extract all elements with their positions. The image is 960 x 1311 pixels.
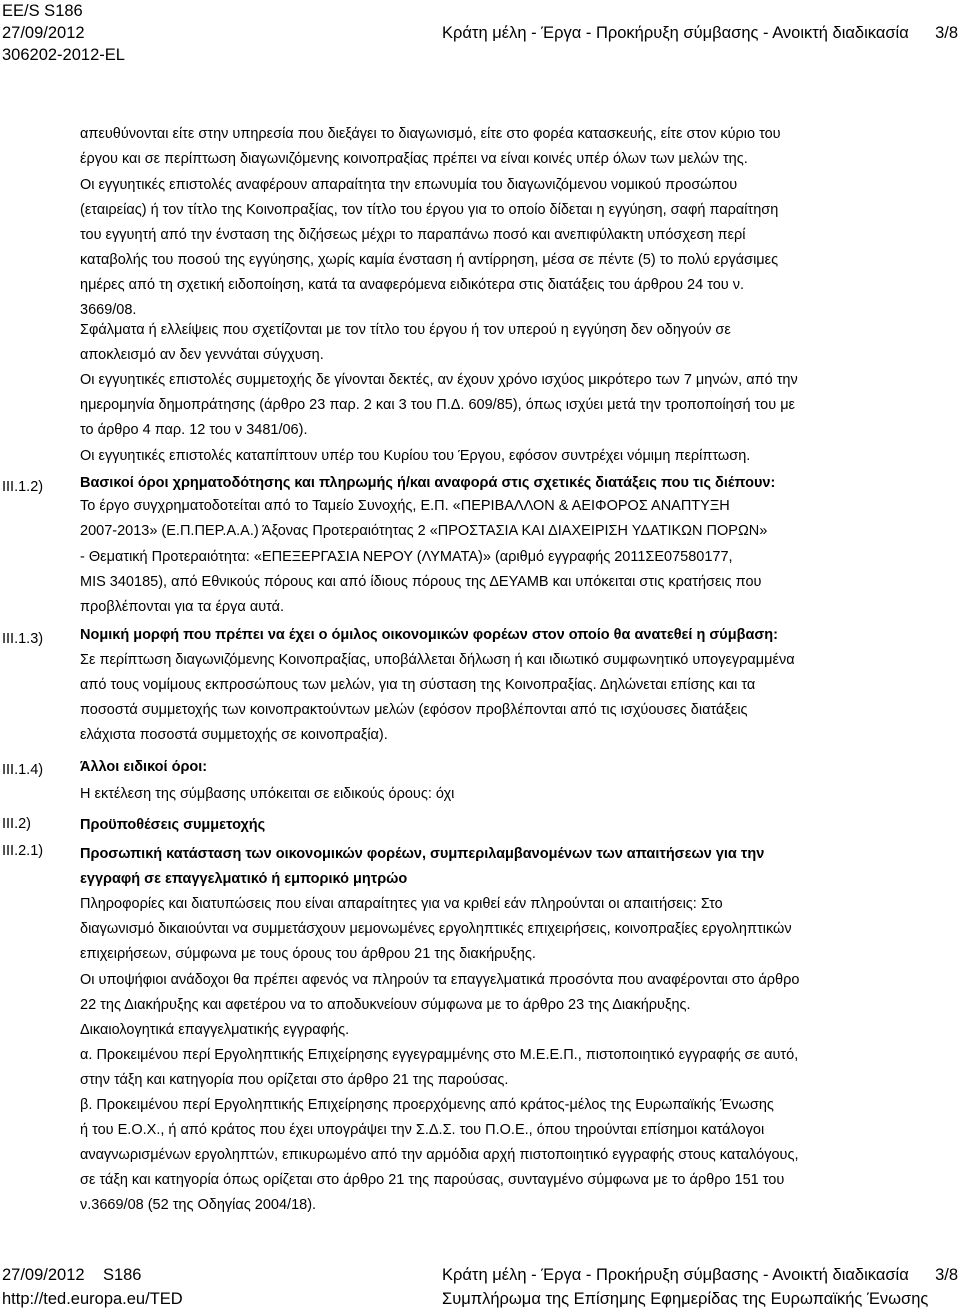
text-line: Το έργο συγχρηματοδοτείται από το Ταμείο Συνοχής, Ε.Π. «ΠΕΡΙΒΑΛΛΟΝ & ΑΕΙΦΟΡΟΣ ΑΝΑΠΤΥΞΗ xyxy=(80,498,730,514)
text-line: ημέρες από τη σχετική ειδοποίηση, κατά τα αναφερόμενα ειδικότερα στις διατάξεις του άρθρου 24 του ν. xyxy=(80,277,745,293)
text-line: καταβολής του ποσού της εγγύησης, χωρίς καμία ένσταση ή αντίρρηση, μέσα σε πέντε (5) το πολύ εργάσιμες xyxy=(80,252,779,268)
text-line: ελάχιστα ποσοστά συμμετοχής σε κοινοπραξία). xyxy=(80,727,388,743)
text-line: ν.3669/08 (52 της Οδηγίας 2004/18). xyxy=(80,1197,317,1213)
footer-page-number: 3/8 xyxy=(935,1266,958,1284)
text-line: του εγγυητή από την ένσταση της διζήσεως μέχρι το παραπάνω ποσό και ανεπιφύλακτη υπόσχεση περί xyxy=(80,227,746,243)
header-date: 27/09/2012 xyxy=(2,24,85,42)
text-line: σε τάξη και κατηγορία όπως ορίζεται στο άρθρο 21 της παρούσας, συνταγμένο σύμφωνα με το άρθρο 151 του xyxy=(80,1172,785,1188)
text-line: έργου και σε περίπτωση διαγωνιζόμενης κοινοπραξίας πρέπει να είναι κοινές υπέρ όλων των μελών της. xyxy=(80,151,748,167)
footer-subtitle: Συμπλήρωμα της Επίσημης Εφημερίδας της Ευρωπαϊκής Ένωσης xyxy=(442,1290,929,1308)
section-heading: Νομική μορφή που πρέπει να έχει ο όμιλος οικονομικών φορέων στον οποίο θα ανατεθεί η σύμβαση: xyxy=(80,627,778,643)
text-line: απευθύνονται είτε στην υπηρεσία που διεξάγει το διαγωνισμό, είτε στο φορέα κατασκευής, είτε στον κύριο του xyxy=(80,126,781,142)
footer-date: 27/09/2012 xyxy=(2,1266,85,1284)
text-line: - Θεματική Προτεραιότητα: «ΕΠΕΞΕΡΓΑΣΙΑ ΝΕΡΟΥ (ΛΥΜΑΤΑ)» (αριθμό εγγραφής 2011ΣΕ07580177, xyxy=(80,549,733,565)
text-line: 22 της Διακήρυξης και αφετέρου να το αποδυκνείουν σύμφωνα με το άρθρο 23 της Διακήρυξης. xyxy=(80,997,691,1013)
text-line: Σε περίπτωση διαγωνιζόμενης Κοινοπραξίας, υποβάλλεται δήλωση ή και ιδιωτικό συμφωνητικό υπογεγραμμένα xyxy=(80,652,795,668)
page-footer xyxy=(0,1262,960,1311)
section-heading: Άλλοι ειδικοί όροι: xyxy=(80,759,208,775)
text-line: αναγνωρισμένων εργοληπτών, επικυρωμένο από την αρμόδια αρχή πιστοποιητικό εγγραφής στους καταλόγους, xyxy=(80,1147,799,1163)
section-heading: Προσωπική κατάσταση των οικονομικών φορέων, συμπεριλαμβανομένων των απαιτήσεων για την xyxy=(80,846,765,862)
section-number: III.2) xyxy=(2,816,32,832)
footer-series: S186 xyxy=(102,1266,142,1284)
text-line: το άρθρο 4 παρ. 12 του ν 3481/06). xyxy=(80,422,308,438)
header-page-number: 3/8 xyxy=(935,24,958,42)
text-line: διαγωνισμό δικαιούνται να συμμετάσχουν μεμονωμένες εργοληπτικές επιχειρήσεις, κοινοπραξίες εργοληπτικών xyxy=(80,921,792,937)
text-line: Οι εγγυητικές επιστολές καταπίπτουν υπέρ του Κυρίου του Έργου, εφόσον συντρέχει νόμιμη περίπτωση. xyxy=(80,448,751,464)
text-line: αποκλεισμό αν δεν γεννάται σύγχυση. xyxy=(80,347,324,363)
text-line: β. Προκειμένου περί Εργοληπτικής Επιχείρησης προερχόμενης από κράτος-μέλος της Ευρωπαϊκής Ένωσης xyxy=(80,1097,774,1113)
text-line: στην τάξη και κατηγορία που ορίζεται στο άρθρο 21 της παρούσας. xyxy=(80,1072,509,1088)
section-heading: εγγραφή σε επαγγελματικό ή εμπορικό μητρώο xyxy=(80,871,408,887)
text-line: α. Προκειμένου περί Εργοληπτικής Επιχείρησης εγγεγραμμένης στο Μ.Ε.Ε.Π., πιστοποιητικό εγγραφής σε αυτό, xyxy=(80,1047,799,1063)
text-line: Δικαιολογητικά επαγγελματικής εγγραφής. xyxy=(80,1022,350,1038)
text-line: επιχειρήσεων, σύμφωνα με τους όρους του άρθρου 21 της διακήρυξης. xyxy=(80,946,536,962)
text-line: Οι εγγυητικές επιστολές συμμετοχής δε γίνονται δεκτές, αν έχουν χρόνο ισχύος μικρότερο των 7 μηνών, από την xyxy=(80,372,798,388)
section-number: III.1.3) xyxy=(2,631,44,647)
section-heading: Βασικοί όροι χρηματοδότησης και πληρωμής ή/και αναφορά στις σχετικές διατάξεις που τις διέπουν: xyxy=(80,475,776,491)
section-number: III.2.1) xyxy=(2,843,44,859)
text-line: ποσοστά συμμετοχής των κοινοπρακτούντων μελών (εφόσον προβλέπονται από τις ισχύουσες διατάξεις xyxy=(80,702,748,718)
text-line: ημερομηνία δημοπράτησης (άρθρο 23 παρ. 2 και 3 του Π.Δ. 609/85), όπως ισχύει μετά την τροποποίησή του με xyxy=(80,397,796,413)
notice-id: 306202-2012-EL xyxy=(2,46,125,64)
footer-url[interactable]: http://ted.europa.eu/TED xyxy=(2,1290,183,1308)
text-line: προβλέπονται για τα έργα αυτά. xyxy=(80,599,285,615)
text-line: 2007-2013» (Ε.Π.ΠΕΡ.Α.Α.) Άξονας Προτεραιότητας 2 «ΠΡΟΣΤΑΣΙΑ ΚΑΙ ΔΙΑΧΕΙΡΙΣΗ ΥΔΑΤΙΚΩΝ ΠΟΡΩΝ» xyxy=(80,523,768,539)
text-line: (εταιρείας) ή τον τίτλο της Κοινοπραξίας, τον τίτλο του έργου για το οποίο δίδεται η εγγύηση, σαφή παραίτηση xyxy=(80,202,779,218)
section-number: III.1.4) xyxy=(2,762,44,778)
section-heading: Προϋποθέσεις συμμετοχής xyxy=(80,817,266,833)
text-line: 3669/08. xyxy=(80,302,137,318)
header-title: Κράτη μέλη - Έργα - Προκήρυξη σύμβασης - Ανοικτή διαδικασία xyxy=(442,24,909,42)
section-number: III.1.2) xyxy=(2,479,44,495)
footer-title: Κράτη μέλη - Έργα - Προκήρυξη σύμβασης - Ανοικτή διαδικασία xyxy=(442,1266,909,1284)
text-line: Οι υποψήφιοι ανάδοχοι θα πρέπει αφενός να πληρούν τα επαγγελματικά προσόντα που αναφέρονται στο άρθρο xyxy=(80,972,800,988)
notice-body xyxy=(80,0,940,1260)
text-line: Σφάλματα ή ελλείψεις που σχετίζονται με τον τίτλο του έργου ή τον υπερού η εγγύηση δεν οδηγούν σε xyxy=(80,322,731,338)
text-line: από τους νομίμους εκπροσώπους των μελών, για τη σύσταση της Κοινοπραξίας. Δηλώνεται επίσης και τα xyxy=(80,677,756,693)
text-line: Οι εγγυητικές επιστολές αναφέρουν απαραίτητα την επωνυμία του διαγωνιζόμενου νομικού προσώπου xyxy=(80,177,738,193)
text-line: MIS 340185), από Εθνικούς πόρους και από ίδιους πόρους της ΔΕΥΑΜΒ και υπόκειται στις κρατήσεις που xyxy=(80,574,762,590)
text-line: Πληροφορίες και διατυπώσεις που είναι απαραίτητες για να κριθεί εάν πληρούνται οι απαιτήσεις: Στο xyxy=(80,896,723,912)
text-line: ή του Ε.Ο.Χ., ή από κράτος που έχει υπογράψει την Σ.Δ.Σ. του Π.Ο.Ε., όπου τηρούνται επίσημοι κατάλογοι xyxy=(80,1122,765,1138)
doc-code: EE/S S186 xyxy=(2,2,83,20)
text-line: Η εκτέλεση της σύμβασης υπόκειται σε ειδικούς όρους: όχι xyxy=(80,786,455,802)
footer-date-series xyxy=(2,1264,141,1286)
